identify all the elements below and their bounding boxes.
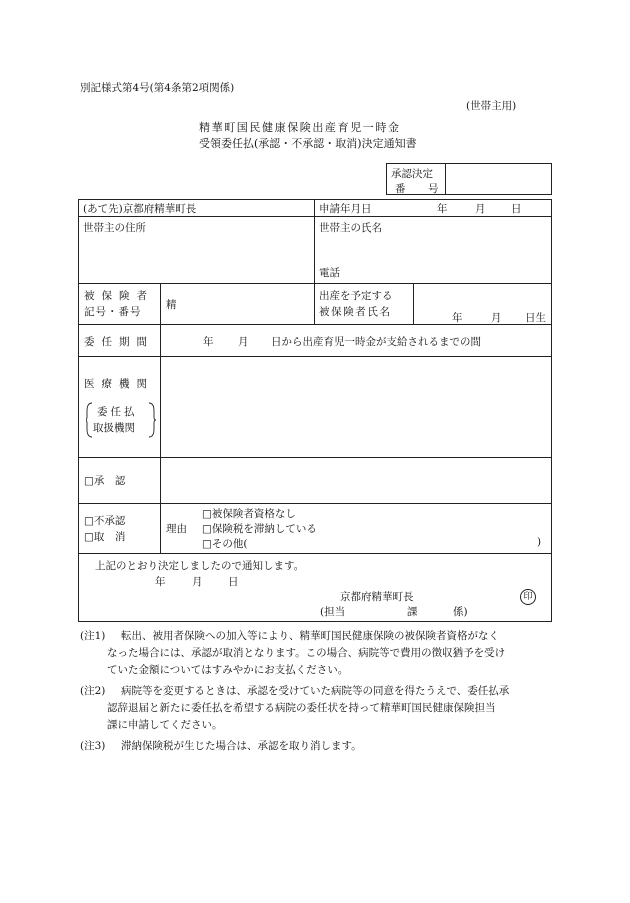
issuer: 京都府精華町長	[340, 591, 414, 603]
approval-checkbox[interactable]: □承 認	[84, 475, 126, 487]
note-1-line-2: なった場合には、承認が取消となります。この場合、病院等で費用の徴収猶予を受け	[107, 647, 506, 659]
delegation-period-label: 委任期間	[84, 336, 154, 348]
note-2-line-2: 認辞退届と新たに委任払を希望する病院の委任状を持って精華町国民健康保険担当	[107, 702, 496, 714]
decision-number-label: 承認決定	[391, 168, 433, 180]
contact: (担当	[320, 606, 346, 618]
note-1-line-1: 転出、被用者保険への加入等により、精華町国民健康保険の被保険者資格がなく	[121, 630, 499, 642]
phone-label: 電話	[319, 267, 340, 279]
note-1-line-3: ていた金額についてはすみやかにお支払ください。	[107, 664, 349, 676]
note-2-line-3: 課に申請してください。	[107, 719, 223, 731]
usage-label: (世帯主用)	[466, 100, 517, 112]
cancel-checkbox[interactable]: □取 消	[84, 531, 126, 543]
seal-mark: 印	[520, 589, 536, 605]
note-3-label: (注3)	[80, 740, 106, 752]
notice-text: 上記のとおり決定しましたので通知します。	[95, 560, 305, 572]
page: 別記様式第4号(第4条第2項関係) (世帯主用) 精華町国民健康保険出産育児一時金 受領委任払(承認・不承認・取消)決定通知書 承認決定 番 号 (あて先)京都府精華町長 申請年月日 年 月 日 世帯主の住所 世帯主の氏名 電話 被保険者 記号・番号 精 出産を予定する 被保険者氏名 年 月 日生 委任期間 年 月 日から出産育児一時金が支給されるまでの間 医療機関 委任払 取扱機関 □承 認 □不承認 □取 消 理由 □被保険者資格なし □保険税を滞納している □その他( ) 上記のとおり決定しましたので通知します。 年 月 日 京都府精華町長 印 (担当 課 係) (注1) 転出、被用者保険への加入等により、精華町国民健康保険の被保険者資格がなく なった場合には、承認が取消となります。この場合、病院等で費用の徴収猶予を受け ていた金額についてはすみやかにお支払ください。 (注2) 病院等を変更するときは、承認を受けていた病院等の同意を得たうえで、委任払承 認辞退届と新たに委任払を希望する病院の委任状を持って精華町国民健康保険担当 課に申請してください。 (注3) 滞納保険税が生じた場合は、承認を取り消します。	[0, 0, 630, 903]
note-1-label: (注1)	[80, 630, 106, 642]
addressee: (あて先)京都府精華町長	[83, 203, 197, 215]
insured-number-label: 被保険者	[84, 290, 154, 302]
insured-number-prefix: 精	[166, 299, 177, 311]
expected-birth-label: 出産を予定する	[319, 290, 393, 302]
note-3-line-1: 滞納保険税が生じた場合は、承認を取り消します。	[121, 740, 362, 752]
reason-option-1[interactable]: □被保険者資格なし	[202, 508, 296, 520]
title-line-1: 精華町国民健康保険出産育児一時金	[199, 121, 401, 134]
reason-option-3[interactable]: □その他(	[202, 538, 248, 550]
institution-sub-label: 委任払	[97, 406, 138, 418]
householder-address-label: 世帯主の住所	[83, 222, 146, 234]
disapproval-checkbox[interactable]: □不承認	[84, 515, 126, 527]
householder-name-label: 世帯主の氏名	[319, 222, 382, 234]
reason-option-2[interactable]: □保険税を滞納している	[202, 523, 317, 535]
application-date-label: 申請年月日	[319, 203, 372, 215]
form-number: 別記様式第4号(第4条第2項関係)	[80, 82, 235, 94]
note-2-label: (注2)	[80, 685, 106, 697]
medical-institution-label: 医療機関	[84, 378, 154, 390]
note-2-line-1: 病院等を変更するときは、承認を受けていた病院等の同意を得たうえで、委任払承	[121, 685, 510, 697]
title-line-2: 受領委任払(承認・不承認・取消)決定通知書	[199, 137, 417, 150]
reason-label: 理由	[166, 523, 187, 535]
delegation-period-text: 日から出産育児一時金が支給されるまでの間	[271, 336, 481, 348]
